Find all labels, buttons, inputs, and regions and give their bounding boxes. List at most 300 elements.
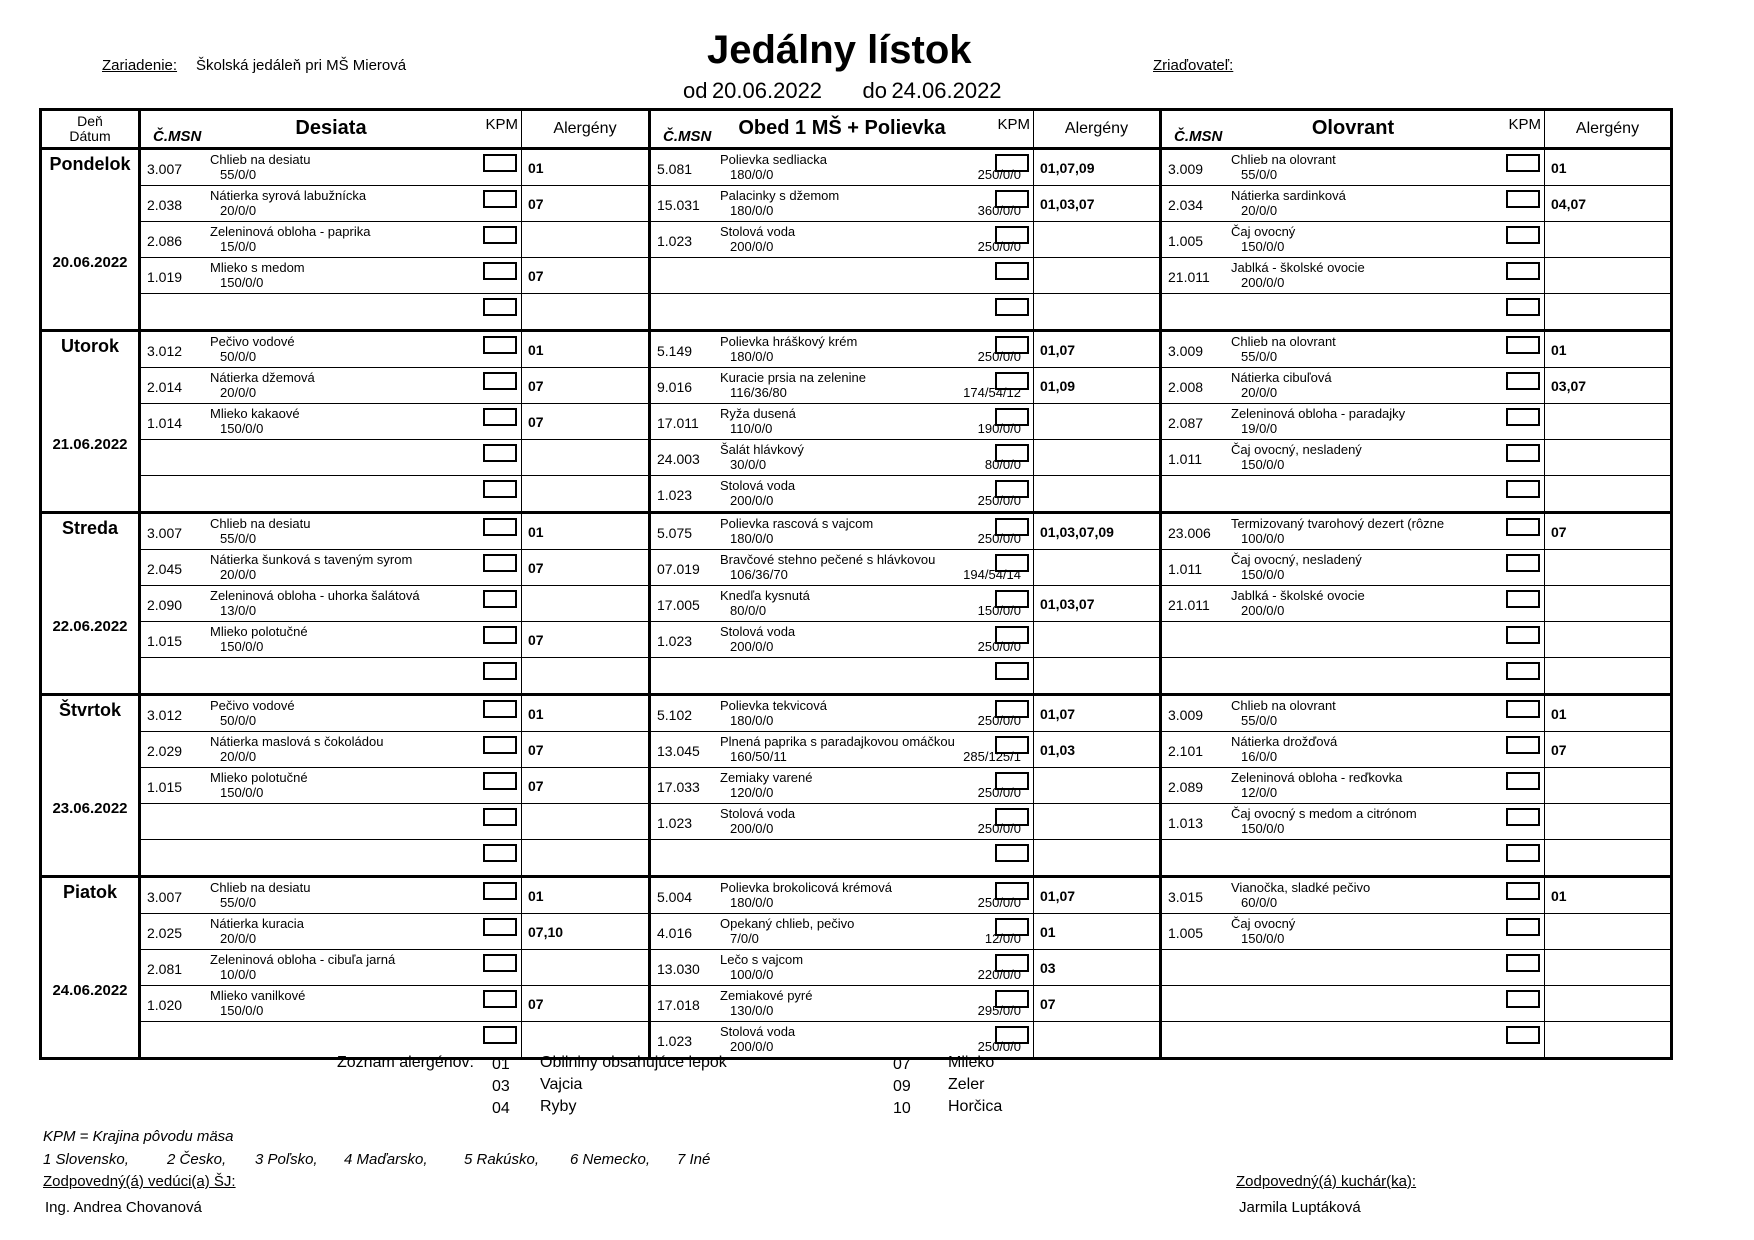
allergen-cell <box>1034 222 1161 258</box>
msn-code: 5.081 <box>657 161 693 177</box>
kpm-box <box>1506 480 1540 498</box>
dish-quantity: 19/0/0 <box>1241 421 1278 436</box>
allergen-cell: 01 <box>1545 331 1672 368</box>
menu-row <box>41 950 1672 986</box>
desiata-item-cell <box>140 732 522 768</box>
kpm-box <box>483 882 517 900</box>
country-5: 5 Rakúsko, <box>464 1151 540 1168</box>
allergens-header: Alergény <box>1034 110 1161 149</box>
msn-code: 2.025 <box>147 925 183 941</box>
msn-code: 17.005 <box>657 597 700 613</box>
msn-code: 17.011 <box>657 415 699 431</box>
country-2: 2 Česko, <box>167 1151 227 1168</box>
msn-code: 2.029 <box>147 743 183 759</box>
menu-row <box>41 840 1672 877</box>
dish-quantity: 55/0/0 <box>1241 349 1278 364</box>
dish-quantity: 150/0/0 <box>220 1003 264 1018</box>
msn-code: 3.009 <box>1168 343 1204 359</box>
kpm-box <box>995 700 1029 718</box>
dish-name: Nátierka šunková s taveným syrom <box>210 552 413 567</box>
dish-quantity-adult: 250/0/0 <box>977 167 1021 182</box>
kpm-box <box>1506 554 1540 572</box>
kpm-box <box>483 808 517 826</box>
dish-quantity: 200/0/0 <box>730 639 774 654</box>
facility-value: Školská jedáleň pri MŠ Mierová <box>196 57 407 74</box>
obed-item-cell <box>650 695 1034 732</box>
desiata-item-cell <box>140 294 522 331</box>
desiata-item-cell <box>140 476 522 513</box>
kpm-box <box>995 298 1029 316</box>
country-1: 1 Slovensko, <box>43 1151 129 1168</box>
dish-quantity: 130/0/0 <box>730 1003 774 1018</box>
dish-name: Pečivo vodové <box>210 698 295 713</box>
dish-quantity: 200/0/0 <box>730 1039 774 1054</box>
allergen-cell <box>522 804 650 840</box>
dish-quantity: 13/0/0 <box>220 603 257 618</box>
country-3: 3 Poľsko, <box>255 1151 318 1168</box>
olovrant-item-cell <box>1161 950 1545 986</box>
dish-name: Čaj ovocný, nesladený <box>1231 552 1362 567</box>
dish-name: Mlieko s medom <box>210 260 305 275</box>
dish-name: Stolová voda <box>720 1024 796 1039</box>
olovrant-item-cell <box>1161 914 1545 950</box>
msn-code: 1.011 <box>1168 451 1202 467</box>
allergen-cell: 07 <box>1545 732 1672 768</box>
allergen-cell <box>1034 440 1161 476</box>
allergen-cell: 01,03,07 <box>1034 186 1161 222</box>
cook-name: Jarmila Luptáková <box>1239 1199 1361 1216</box>
dish-name: Termizovaný tvarohový dezert (rôzne <box>1231 516 1445 531</box>
country-4: 4 Maďarsko, <box>344 1151 428 1168</box>
dish-name: Nátierka drožďová <box>1231 734 1338 749</box>
kpm-box <box>995 808 1029 826</box>
obed-item-cell <box>650 368 1034 404</box>
msn-code: 3.012 <box>147 707 183 723</box>
date-range <box>683 78 1002 104</box>
allergen-cell: 04,07 <box>1545 186 1672 222</box>
obed-item-cell <box>650 331 1034 368</box>
dish-name: Opekaný chlieb, pečivo <box>720 916 855 931</box>
allergen-cell <box>1545 586 1672 622</box>
kpm-box <box>995 226 1029 244</box>
allergen-cell: 07 <box>522 368 650 404</box>
kpm-box <box>483 336 517 354</box>
dish-quantity: 200/0/0 <box>730 239 774 254</box>
kpm-box <box>995 662 1029 680</box>
kpm-box <box>483 154 517 172</box>
kpm-box <box>483 554 517 572</box>
desiata-item-cell <box>140 222 522 258</box>
dish-name: Čaj ovocný s medom a citrónom <box>1231 806 1417 821</box>
dish-quantity-adult: 12/0/0 <box>984 931 1021 946</box>
allergen-cell: 01,07,09 <box>1034 149 1161 186</box>
kpm-box <box>483 518 517 536</box>
obed-item-cell <box>650 149 1034 186</box>
allergen-cell: 07 <box>522 622 650 658</box>
menu-row <box>41 550 1672 586</box>
allergen-cell: 07 <box>522 186 650 222</box>
kpm-box <box>995 372 1029 390</box>
dish-name: Chlieb na olovrant <box>1231 152 1336 167</box>
kpm-box <box>483 918 517 936</box>
kpm-box <box>995 444 1029 462</box>
kpm-box <box>483 444 517 462</box>
olovrant-item-cell <box>1161 294 1545 331</box>
dish-name: Zemiaky varené <box>720 770 813 785</box>
olovrant-item-cell <box>1161 986 1545 1022</box>
kpm-box <box>995 154 1029 172</box>
allergen-cell: 01 <box>522 695 650 732</box>
menu-row <box>41 658 1672 695</box>
olovrant-item-cell <box>1161 877 1545 914</box>
dish-quantity: 180/0/0 <box>730 895 774 910</box>
kpm-box <box>995 190 1029 208</box>
msn-header: Č.MSN <box>1174 128 1223 145</box>
dish-name: Zeleninová obloha - uhorka šalátová <box>210 588 420 603</box>
allergen-cell: 01 <box>522 331 650 368</box>
kpm-box <box>1506 882 1540 900</box>
allergen-cell <box>1545 440 1672 476</box>
kpm-box <box>483 990 517 1008</box>
allergen-cell <box>1034 258 1161 294</box>
olovrant-item-cell <box>1161 804 1545 840</box>
dish-quantity: 20/0/0 <box>220 385 257 400</box>
kpm-box <box>995 626 1029 644</box>
dish-quantity: 50/0/0 <box>220 349 257 364</box>
msn-code: 1.011 <box>1168 561 1202 577</box>
table-header <box>41 110 1672 149</box>
day-date: 23.06.2022 <box>52 800 128 817</box>
dish-quantity: 110/0/0 <box>730 421 773 436</box>
allergen-cell <box>522 1022 650 1059</box>
day-date: 20.06.2022 <box>52 254 128 271</box>
dish-name: Zeleninová obloha - paprika <box>210 224 371 239</box>
dish-name: Stolová voda <box>720 624 796 639</box>
dish-name: Zeleninová obloha - reďkovka <box>1231 770 1403 785</box>
dish-quantity: 16/0/0 <box>1241 749 1278 764</box>
dish-name: Stolová voda <box>720 224 796 239</box>
msn-code: 5.102 <box>657 707 693 723</box>
desiata-item-cell <box>140 513 522 550</box>
desiata-item-cell <box>140 695 522 732</box>
dish-name: Chlieb na desiatu <box>210 516 311 531</box>
allergen-cell: 07,10 <box>522 914 650 950</box>
allergen-cell: 01 <box>522 513 650 550</box>
menu-row <box>41 186 1672 222</box>
dish-quantity: 150/0/0 <box>220 421 264 436</box>
kpm-box <box>995 844 1029 862</box>
legend-code: 03 <box>492 1078 510 1095</box>
dish-quantity: 150/0/0 <box>1241 821 1285 836</box>
menu-row <box>41 986 1672 1022</box>
kpm-box <box>483 480 517 498</box>
menu-row <box>41 768 1672 804</box>
obed-item-cell <box>650 658 1034 695</box>
allergen-cell: 01,07 <box>1034 877 1161 914</box>
dish-name: Jablká - školské ovocie <box>1231 260 1365 275</box>
allergen-cell: 07 <box>522 258 650 294</box>
kpm-box <box>1506 700 1540 718</box>
allergen-cell <box>1545 950 1672 986</box>
obed-item-cell <box>650 914 1034 950</box>
dish-name: Ryža dusená <box>720 406 796 421</box>
allergen-cell: 01,03 <box>1034 732 1161 768</box>
dish-name: Polievka brokolicová krémová <box>720 880 892 895</box>
dish-quantity: 55/0/0 <box>1241 167 1278 182</box>
allergen-cell: 01,03,07,09 <box>1034 513 1161 550</box>
dish-name: Chlieb na desiatu <box>210 152 311 167</box>
allergen-cell <box>522 950 650 986</box>
dish-quantity: 15/0/0 <box>220 239 257 254</box>
kpm-box <box>1506 190 1540 208</box>
dish-name: Polievka tekvicová <box>720 698 827 713</box>
desiata-item-cell <box>140 986 522 1022</box>
kpm-box <box>1506 590 1540 608</box>
msn-code: 21.011 <box>1168 597 1210 613</box>
olovrant-item-cell <box>1161 840 1545 877</box>
msn-code: 4.016 <box>657 925 693 941</box>
dish-name: Chlieb na olovrant <box>1231 334 1336 349</box>
msn-code: 2.086 <box>147 233 183 249</box>
dish-quantity: 55/0/0 <box>1241 713 1278 728</box>
msn-code: 3.012 <box>147 343 183 359</box>
dish-quantity: 20/0/0 <box>220 203 257 218</box>
olovrant-item-cell <box>1161 513 1545 550</box>
olovrant-item-cell <box>1161 550 1545 586</box>
dish-quantity: 10/0/0 <box>220 967 257 982</box>
allergen-cell <box>1545 1022 1672 1059</box>
manager-label: Zodpovedný(á) vedúci(a) ŠJ: <box>43 1173 236 1190</box>
facility-label: Zariadenie: <box>102 57 178 74</box>
allergen-cell: 01,07 <box>1034 695 1161 732</box>
day-cell <box>41 331 140 513</box>
kpm-box <box>1506 226 1540 244</box>
obed-item-cell <box>650 258 1034 294</box>
dish-name: Nátierka cibuľová <box>1231 370 1332 385</box>
dish-name: Šalát hlávkový <box>720 442 804 457</box>
msn-code: 2.008 <box>1168 379 1204 395</box>
msn-code: 1.023 <box>657 633 693 649</box>
menu-row <box>41 622 1672 658</box>
page-title: Jedálny lístok <box>707 28 972 72</box>
dish-quantity-adult: 250/0/0 <box>977 493 1021 508</box>
legend-name: Zeler <box>948 1076 985 1093</box>
dish-quantity: 7/0/0 <box>730 931 759 946</box>
msn-code: 2.014 <box>147 379 183 395</box>
allergen-cell <box>1034 550 1161 586</box>
msn-code: 1.023 <box>657 815 693 831</box>
msn-code: 2.101 <box>1168 743 1204 759</box>
dish-quantity-adult: 250/0/0 <box>977 1039 1021 1054</box>
desiata-item-cell <box>140 658 522 695</box>
msn-code: 13.045 <box>657 743 700 759</box>
dish-name: Nátierka sardinková <box>1231 188 1346 203</box>
kpm-box <box>483 626 517 644</box>
desiata-item-cell <box>140 331 522 368</box>
allergen-cell <box>1034 658 1161 695</box>
dish-quantity: 100/0/0 <box>730 967 774 982</box>
desiata-item-cell <box>140 622 522 658</box>
kpm-box <box>483 772 517 790</box>
msn-code: 2.089 <box>1168 779 1204 795</box>
msn-code: 3.007 <box>147 161 183 177</box>
msn-code: 1.014 <box>147 415 183 431</box>
olovrant-item-cell <box>1161 732 1545 768</box>
allergens-header: Alergény <box>522 110 650 149</box>
menu-row <box>41 404 1672 440</box>
dish-quantity: 80/0/0 <box>730 603 767 618</box>
dish-quantity-adult: 250/0/0 <box>977 639 1021 654</box>
allergen-cell <box>1545 658 1672 695</box>
msn-code: 9.016 <box>657 379 693 395</box>
allergen-cell <box>1545 294 1672 331</box>
dish-quantity-adult: 190/0/0 <box>977 421 1021 436</box>
dish-quantity: 12/0/0 <box>1241 785 1278 800</box>
allergen-cell <box>1034 1022 1161 1059</box>
menu-row <box>41 222 1672 258</box>
kpm-box <box>483 1026 517 1044</box>
msn-code: 17.033 <box>657 779 700 795</box>
dish-name: Mlieko polotučné <box>210 624 308 639</box>
kpm-box <box>1506 408 1540 426</box>
dish-name: Vianočka, sladké pečivo <box>1231 880 1371 895</box>
desiata-item-cell <box>140 550 522 586</box>
msn-code: 15.031 <box>657 197 700 213</box>
allergen-cell <box>522 586 650 622</box>
day-date: 21.06.2022 <box>52 436 128 453</box>
kpm-header: KPM <box>1508 116 1541 133</box>
kpm-box <box>995 262 1029 280</box>
kpm-box <box>1506 154 1540 172</box>
msn-code: 1.013 <box>1168 815 1204 831</box>
section-title: Olovrant <box>1311 117 1395 139</box>
obed-item-cell <box>650 877 1034 914</box>
kpm-box <box>1506 808 1540 826</box>
desiata-header <box>140 110 522 149</box>
allergen-cell: 03 <box>1034 950 1161 986</box>
dish-quantity-adult: 174/54/12 <box>963 385 1021 400</box>
allergen-cell <box>522 476 650 513</box>
dish-quantity-adult: 285/125/1 <box>963 749 1021 764</box>
menu-row <box>41 695 1672 732</box>
dish-quantity: 20/0/0 <box>1241 203 1278 218</box>
olovrant-item-cell <box>1161 622 1545 658</box>
allergen-cell <box>1545 404 1672 440</box>
legend-code: 01 <box>492 1056 510 1073</box>
dish-quantity: 200/0/0 <box>1241 603 1285 618</box>
olovrant-item-cell <box>1161 222 1545 258</box>
olovrant-item-cell <box>1161 331 1545 368</box>
olovrant-item-cell <box>1161 476 1545 513</box>
obed-item-cell <box>650 222 1034 258</box>
dish-quantity: 150/0/0 <box>1241 931 1285 946</box>
dish-name: Plnená paprika s paradajkovou omáčkou <box>720 734 955 749</box>
country-7: 7 Iné <box>677 1151 711 1168</box>
allergen-cell: 03,07 <box>1545 368 1672 404</box>
menu-row <box>41 732 1672 768</box>
dish-quantity: 55/0/0 <box>220 895 257 910</box>
msn-code: 5.004 <box>657 889 693 905</box>
allergen-cell: 01,09 <box>1034 368 1161 404</box>
allergen-cell <box>1545 804 1672 840</box>
day-cell <box>41 877 140 1059</box>
dish-quantity: 160/50/11 <box>730 749 787 764</box>
msn-code: 17.018 <box>657 997 700 1013</box>
allergen-cell <box>1545 840 1672 877</box>
legend-name: Obilniny obsahujúce lepok <box>540 1054 727 1071</box>
menu-row <box>41 331 1672 368</box>
dish-name: Jablká - školské ovocie <box>1231 588 1365 603</box>
dish-quantity: 200/0/0 <box>1241 275 1285 290</box>
allergen-cell <box>522 658 650 695</box>
dish-quantity-adult: 250/0/0 <box>977 349 1021 364</box>
date-header-label: Dátum <box>69 128 111 144</box>
msn-code: 23.006 <box>1168 525 1211 541</box>
allergen-cell: 01 <box>1034 914 1161 950</box>
olovrant-header <box>1161 110 1545 149</box>
dish-quantity: 150/0/0 <box>220 785 264 800</box>
desiata-item-cell <box>140 840 522 877</box>
dish-name: Čaj ovocný, nesladený <box>1231 442 1362 457</box>
dish-name: Čaj ovocný <box>1231 224 1296 239</box>
kpm-box <box>995 554 1029 572</box>
kpm-box <box>483 954 517 972</box>
allergen-cell <box>1034 622 1161 658</box>
msn-code: 2.087 <box>1168 415 1204 431</box>
kpm-box <box>995 990 1029 1008</box>
olovrant-item-cell <box>1161 404 1545 440</box>
dish-quantity-adult: 250/0/0 <box>977 531 1021 546</box>
dish-quantity-adult: 220/0/0 <box>977 967 1021 982</box>
dish-name: Zeleninová obloha - paradajky <box>1231 406 1406 421</box>
day-name: Utorok <box>61 336 119 356</box>
allergen-cell <box>1034 840 1161 877</box>
kpm-box <box>995 408 1029 426</box>
kpm-box <box>995 336 1029 354</box>
legend-name: Mlieko <box>948 1054 995 1071</box>
olovrant-item-cell <box>1161 658 1545 695</box>
obed-item-cell <box>650 840 1034 877</box>
dish-name: Chlieb na olovrant <box>1231 698 1336 713</box>
kpm-box <box>995 590 1029 608</box>
obed-item-cell <box>650 1022 1034 1059</box>
day-cell <box>41 513 140 695</box>
to-date: 24.06.2022 <box>891 78 1002 103</box>
obed-item-cell <box>650 476 1034 513</box>
msn-code: 3.007 <box>147 889 183 905</box>
obed-item-cell <box>650 622 1034 658</box>
section-title: Obed 1 MŠ + Polievka <box>738 117 946 139</box>
obed-item-cell <box>650 186 1034 222</box>
allergen-cell <box>1034 294 1161 331</box>
legend-code: 07 <box>893 1056 911 1073</box>
menu-row <box>41 586 1672 622</box>
dish-quantity: 180/0/0 <box>730 713 774 728</box>
menu-row <box>41 440 1672 476</box>
kpm-header: KPM <box>997 116 1030 133</box>
menu-row <box>41 149 1672 186</box>
legend-name: Vajcia <box>540 1076 583 1093</box>
allergen-cell <box>522 440 650 476</box>
allergen-cell: 07 <box>522 404 650 440</box>
allergen-cell: 01 <box>1545 149 1672 186</box>
dish-quantity-adult: 250/0/0 <box>977 821 1021 836</box>
dish-name: Bravčové stehno pečené s hlávkovou <box>720 552 936 567</box>
msn-code: 13.030 <box>657 961 700 977</box>
msn-code: 1.005 <box>1168 233 1204 249</box>
day-name: Streda <box>61 518 119 538</box>
kpm-box <box>1506 772 1540 790</box>
